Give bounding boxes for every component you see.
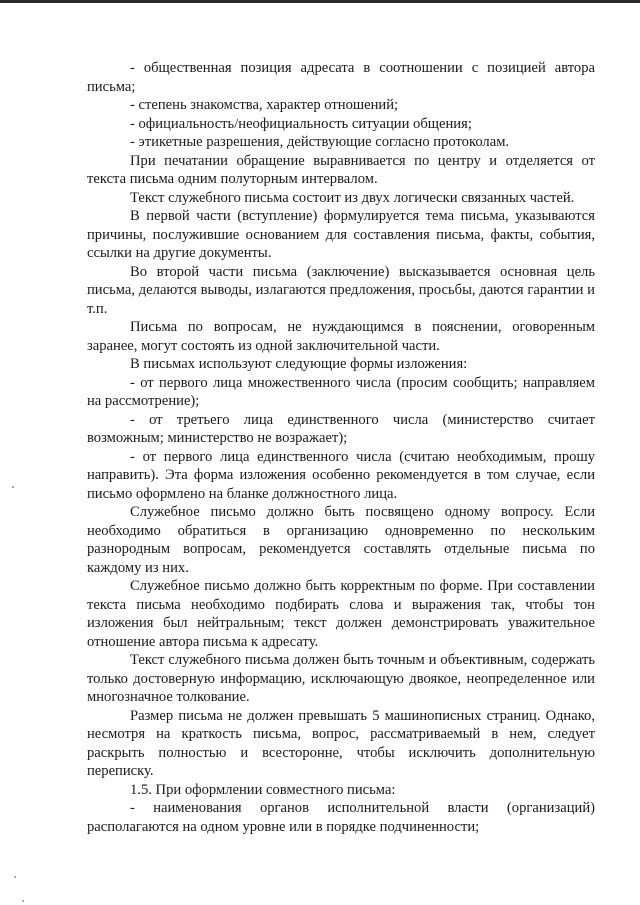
scan-speck bbox=[14, 876, 16, 878]
paragraph: - этикетные разрешения, действующие согласно протоколам. bbox=[130, 134, 510, 150]
paragraph: Размер письма не должен превышать 5 машинописных страниц. Однако, несмотря на краткость письма, вопрос, рассматриваемый в нем, следует раскрыть полностью и всесторонне, чтобы исключить дополнительную переписку. bbox=[87, 707, 595, 779]
paragraph: - от первого лица единственного числа (считаю необходимым, прошу направить). Эта форма изложения особенно рекомендуется в том случае, если письмо оформлено на бланке должностного лица. bbox=[87, 448, 595, 502]
paragraph: - наименования органов исполнительной власти (организаций) располагаются на одном уровне или в порядке подчиненности; bbox=[87, 800, 595, 835]
paragraph: - от третьего лица единственного числа (министерство считает возможным; министерство не возражает); bbox=[87, 411, 595, 446]
paragraph: В первой части (вступление) формулируется тема письма, указываются причины, послужившие основанием для составления письма, факты, события, ссылки на другие документы. bbox=[87, 208, 595, 261]
paragraph: 1.5. При оформлении совместного письма: bbox=[130, 781, 396, 798]
paragraph: В письмах используют следующие формы изложения: bbox=[130, 356, 468, 372]
paragraph: Текст служебного письма состоит из двух логически связанных частей. bbox=[130, 189, 575, 206]
paragraph: Текст служебного письма должен быть точным и объективным, содержать только достоверную информацию, исключающую двоякое, неопределенное или многозначное толкование. bbox=[87, 652, 595, 705]
scan-speck bbox=[22, 900, 24, 902]
paragraph: При печатании обращение выравнивается по центру и отделяется от текста письма одним полуторным интервалом. bbox=[87, 152, 595, 187]
scan-speck bbox=[12, 486, 14, 488]
document-page bbox=[87, 59, 595, 836]
scan-top-edge bbox=[0, 0, 640, 3]
paragraph: Письма по вопросам, не нуждающимся в пояснении, оговоренным заранее, могут состоять из одной заключительной части. bbox=[87, 319, 595, 354]
paragraph: Служебное письмо должно быть посвящено одному вопросу. Если необходимо обратиться в организацию одновременно по нескольким разнородным вопросам, рекомендуется составлять отдельные письма по каждому из них. bbox=[87, 504, 595, 576]
paragraph: - степень знакомства, характер отношений; bbox=[130, 97, 399, 113]
paragraph: - официальность/неофициальность ситуации общения; bbox=[130, 115, 472, 132]
paragraph: Во второй части письма (заключение) высказывается основная цель письма, делаются выводы, излагаются предложения, просьбы, даются гарантии и т.п. bbox=[87, 263, 595, 317]
paragraph: - общественная позиция адресата в соотношении с позицией автора письма; bbox=[87, 60, 595, 95]
paragraph: Служебное письмо должно быть корректным по форме. При составлении текста письма необходимо подбирать слова и выражения так, чтобы тон изложения был нейтральным; текст должен демонстрировать уважительное отношение автора письма к адресату. bbox=[87, 578, 595, 650]
paragraph: - от первого лица множественного числа (просим сообщить; направляем на рассмотрение); bbox=[87, 374, 595, 409]
